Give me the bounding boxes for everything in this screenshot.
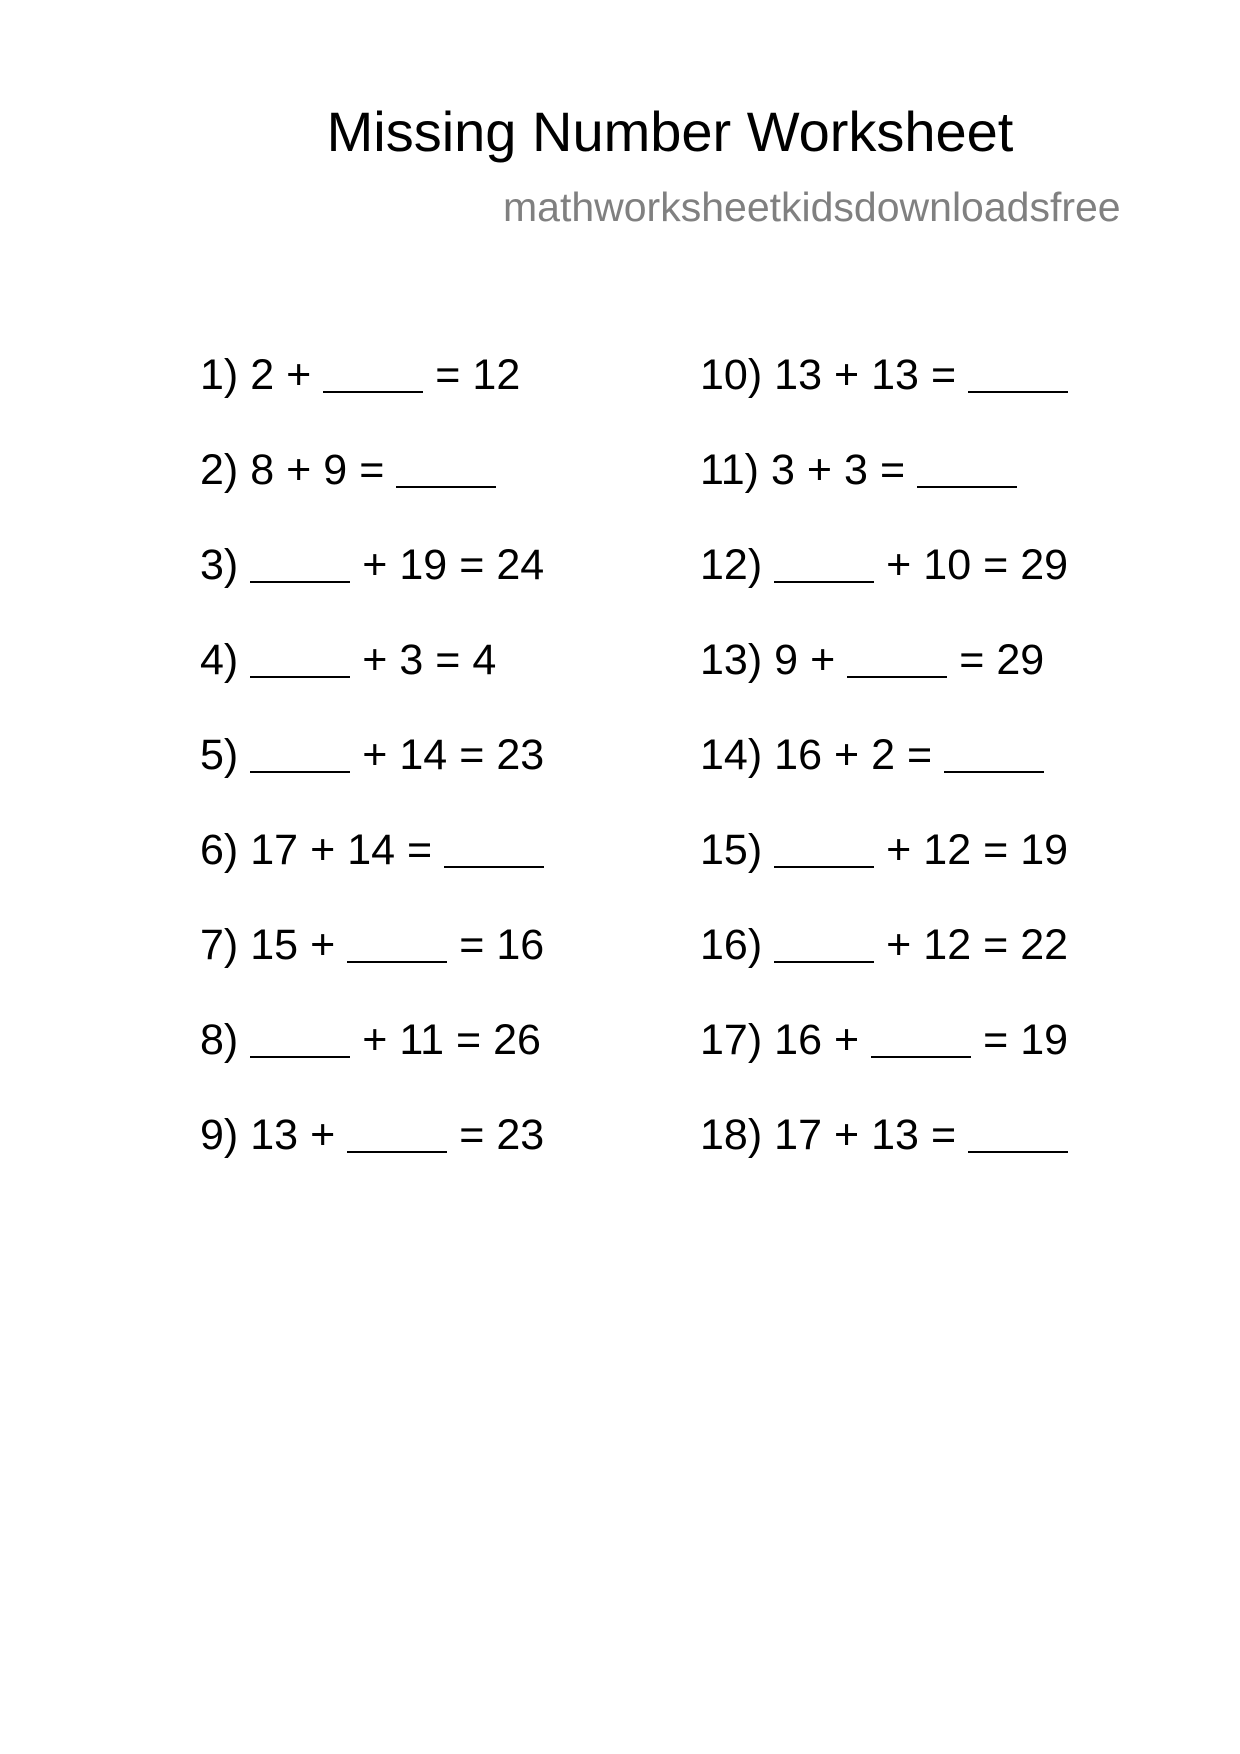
problem-10 [700, 350, 1068, 400]
problem-12 [700, 540, 1068, 590]
problem-number: 8) [200, 1016, 239, 1064]
equals-sign: = [435, 636, 461, 684]
operand: 9 [774, 636, 799, 684]
answer-blank[interactable] [968, 391, 1068, 393]
problem-number: 16) [700, 921, 763, 969]
operand: 17 [774, 1111, 822, 1159]
answer-blank[interactable] [917, 486, 1017, 488]
page-title: Missing Number Worksheet [326, 100, 1014, 163]
operand: 17 [250, 826, 299, 874]
operand: 8 [250, 446, 275, 494]
answer-blank[interactable] [250, 581, 350, 583]
equals-sign: = [907, 731, 933, 779]
problem-number: 15) [700, 826, 763, 874]
operand: 13 [250, 1111, 299, 1159]
problem-6 [200, 825, 544, 875]
equals-sign: = [459, 1111, 485, 1159]
problem-4 [200, 635, 496, 685]
problem-2 [200, 445, 496, 495]
problem-17 [700, 1015, 1068, 1065]
operand: 3 [770, 446, 795, 494]
equals-sign: = [879, 446, 906, 494]
problem-16 [700, 920, 1068, 970]
equals-sign: = [459, 921, 485, 969]
answer-blank[interactable] [774, 581, 874, 583]
plus-operator: + [834, 351, 860, 399]
answer-blank[interactable] [396, 486, 496, 488]
problem-number: 18) [700, 1111, 763, 1159]
problem-number: 3) [200, 541, 239, 589]
operand: 9 [323, 446, 348, 494]
problem-14 [700, 730, 1044, 780]
plus-operator: + [834, 1111, 860, 1159]
problem-number: 5) [200, 731, 239, 779]
answer-blank[interactable] [944, 771, 1044, 773]
answer-blank[interactable] [347, 961, 447, 963]
equals-sign: = [456, 1016, 482, 1064]
problem-number: 17) [700, 1016, 763, 1064]
operand: 29 [1020, 541, 1069, 589]
operand: 2 [871, 731, 896, 779]
problem-7 [200, 920, 544, 970]
problem-number: 6) [200, 826, 239, 874]
answer-blank[interactable] [774, 866, 874, 868]
operand: 16 [774, 1016, 822, 1064]
answer-blank[interactable] [444, 866, 544, 868]
problem-8 [200, 1015, 541, 1065]
problem-number: 2) [200, 446, 239, 494]
equals-sign: = [983, 1016, 1009, 1064]
operand: 16 [774, 731, 822, 779]
operand: 19 [1020, 1016, 1069, 1064]
operand: 24 [496, 541, 545, 589]
plus-operator: + [310, 1111, 336, 1159]
operand: 16 [496, 921, 545, 969]
plus-operator: + [362, 636, 388, 684]
answer-blank[interactable] [250, 771, 350, 773]
operand: 4 [472, 636, 497, 684]
problem-number: 1) [200, 351, 239, 399]
problem-9 [200, 1110, 544, 1160]
problem-15 [700, 825, 1068, 875]
operand: 3 [844, 446, 868, 494]
equals-sign: = [359, 446, 385, 494]
equals-sign: = [407, 826, 433, 874]
answer-blank[interactable] [347, 1151, 447, 1153]
answer-blank[interactable] [847, 676, 947, 678]
answer-blank[interactable] [250, 676, 350, 678]
problem-13 [700, 635, 1044, 685]
operand: 14 [347, 826, 396, 874]
equals-sign: = [930, 1111, 957, 1159]
answer-blank[interactable] [323, 391, 423, 393]
operand: 22 [1020, 921, 1069, 969]
problem-number: 4) [200, 636, 239, 684]
operand: 29 [996, 636, 1045, 684]
plus-operator: + [806, 446, 833, 494]
problem-number: 9) [200, 1111, 239, 1159]
operand: 12 [923, 921, 972, 969]
operand: 11 [399, 1016, 444, 1064]
plus-operator: + [886, 921, 912, 969]
problem-3 [200, 540, 544, 590]
operand: 10 [923, 541, 972, 589]
operand: 23 [496, 731, 545, 779]
operand: 13 [871, 1111, 919, 1159]
operand: 12 [923, 826, 972, 874]
plus-operator: + [810, 636, 836, 684]
plus-operator: + [834, 731, 860, 779]
operand: 26 [493, 1016, 541, 1064]
operand: 14 [399, 731, 448, 779]
problem-number: 10) [700, 351, 763, 399]
plus-operator: + [886, 541, 912, 589]
site-watermark: mathworksheetkidsdownloadsfree [503, 184, 1121, 230]
problem-1 [200, 350, 520, 400]
plus-operator: + [310, 826, 336, 874]
answer-blank[interactable] [250, 1056, 350, 1058]
plus-operator: + [310, 921, 336, 969]
plus-operator: + [886, 826, 912, 874]
operand: 13 [774, 351, 822, 399]
operand: 19 [399, 541, 448, 589]
operand: 19 [1020, 826, 1069, 874]
problem-11 [700, 445, 1017, 495]
plus-operator: + [362, 541, 388, 589]
equals-sign: = [459, 731, 485, 779]
plus-operator: + [362, 1016, 388, 1064]
answer-blank[interactable] [774, 961, 874, 963]
plus-operator: + [286, 351, 312, 399]
operand: 2 [250, 351, 275, 399]
plus-operator: + [362, 731, 388, 779]
equals-sign: = [435, 351, 461, 399]
operand: 13 [871, 351, 919, 399]
problem-number: 7) [200, 921, 239, 969]
operand: 15 [250, 921, 299, 969]
problem-number: 11) [700, 446, 759, 494]
operand: 23 [496, 1111, 545, 1159]
equals-sign: = [930, 351, 957, 399]
operand: 3 [399, 636, 424, 684]
equals-sign: = [983, 921, 1009, 969]
equals-sign: = [959, 636, 985, 684]
plus-operator: + [834, 1016, 860, 1064]
problem-number: 13) [700, 636, 763, 684]
problem-number: 14) [700, 731, 763, 779]
problem-18 [700, 1110, 1068, 1160]
answer-blank[interactable] [968, 1151, 1068, 1153]
answer-blank[interactable] [871, 1056, 971, 1058]
operand: 12 [472, 351, 521, 399]
plus-operator: + [286, 446, 312, 494]
problem-5 [200, 730, 544, 780]
problem-number: 12) [700, 541, 763, 589]
equals-sign: = [983, 541, 1009, 589]
equals-sign: = [459, 541, 485, 589]
equals-sign: = [983, 826, 1009, 874]
